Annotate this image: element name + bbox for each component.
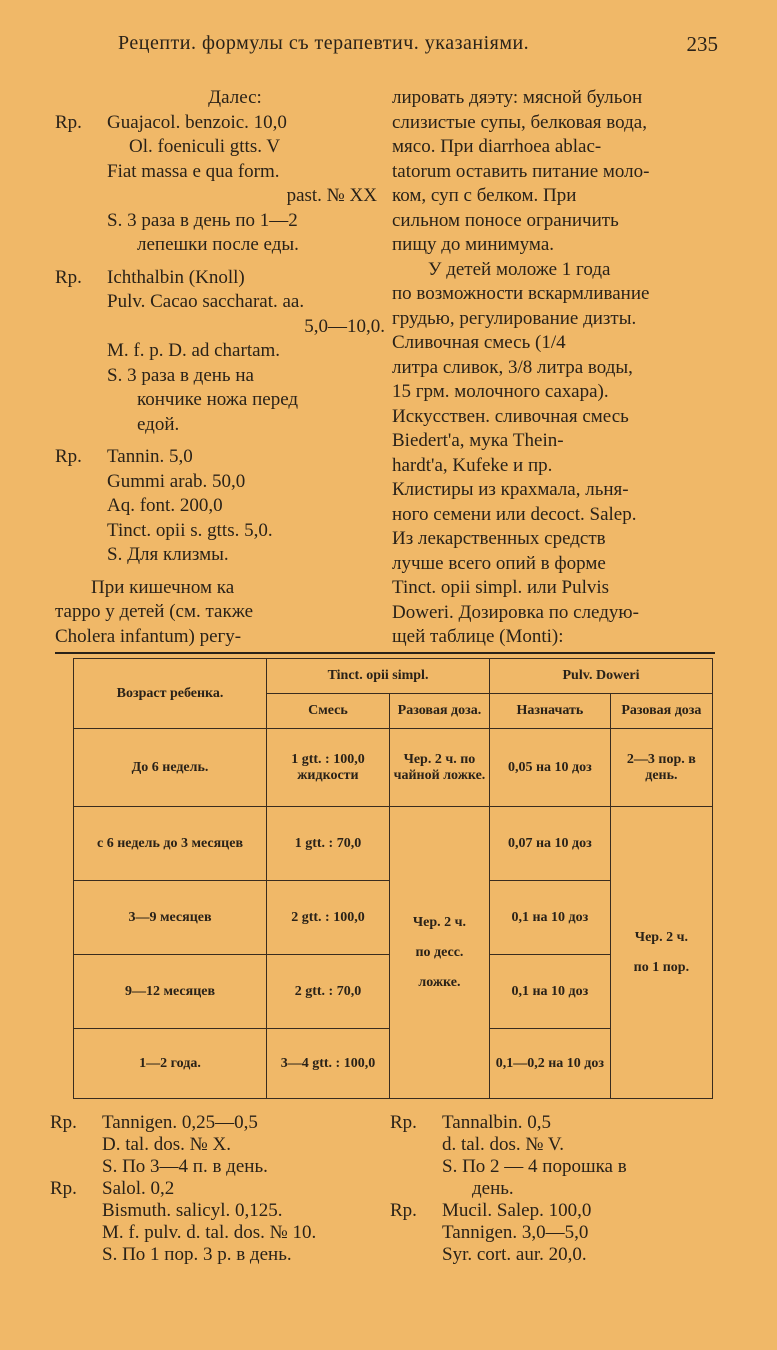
header-tinct: Tinct. opii simpl.: [267, 659, 490, 694]
header-assign: Назначать: [490, 694, 611, 729]
cell-mix: 3—4 gtt. : 100,0: [267, 1029, 390, 1099]
text-line: Doweri. Дозировка по следую-: [392, 601, 639, 623]
text-line: hardt'a, Kufeke и пр.: [392, 454, 553, 476]
dalee-label: Далес:: [208, 87, 262, 108]
cell-mix: 1 gtt. : 100,0 жидкости: [267, 729, 390, 807]
cell-age: 9—12 месяцев: [74, 955, 267, 1029]
recipe-line: M. f. p. D. ad chartam.: [107, 340, 281, 361]
cell-dose1-merged: [389, 807, 489, 1099]
cell-assign: 0,05 на 10 доз: [490, 729, 611, 807]
cell-assign: 0,07 на 10 доз: [490, 807, 611, 881]
header-mix: Смесь: [267, 694, 390, 729]
cell-mix: 2 gtt. : 100,0: [267, 881, 390, 955]
text-line: мясо. При diarrhoea ablac-: [392, 136, 602, 157]
rp-label: Rp.: [55, 111, 82, 133]
bottom-left-recipes: [50, 1112, 390, 1266]
recipe-line: Tannin. 5,0: [107, 446, 193, 467]
recipe-line: D. tal. dos. № X.: [102, 1134, 231, 1155]
recipe-line: кончике ножа перед: [137, 389, 299, 410]
table-row: [74, 729, 713, 807]
text-line: сильном поносе ограничить: [392, 209, 619, 231]
rp-label: Rp.: [55, 446, 82, 467]
rp-label: Rp.: [50, 1178, 77, 1199]
text-line: по возможности вскармливание: [392, 283, 650, 304]
recipe-line: едой.: [137, 413, 180, 435]
text-line: слизистые супы, белковая вода,: [392, 111, 647, 133]
merged-line: ложке.: [418, 974, 461, 990]
recipe-line: S. По 2 — 4 порошка в: [442, 1156, 627, 1177]
recipe-line: Gummi arab. 50,0: [107, 470, 246, 492]
recipe-line: Syr. cort. aur. 20,0.: [442, 1244, 587, 1265]
bottom-right-recipes: [390, 1112, 730, 1266]
recipe-line: Tinct. opii s. gtts. 5,0.: [107, 519, 273, 541]
cell-mix: 1 gtt. : 70,0: [267, 807, 390, 881]
recipe-line: Fiat massa e qua form.: [107, 160, 280, 182]
recipe-line: Aq. font. 200,0: [107, 495, 223, 516]
text-line: Tinct. opii simpl. или Pulvis: [392, 577, 610, 598]
cell-dose2: 2—3 пор. в день.: [610, 729, 712, 807]
recipe-2: [55, 266, 385, 438]
text-line: грудью, регулирование дизты.: [392, 307, 637, 329]
text-line: ком, суп с белком. При: [392, 185, 577, 206]
text-line: tatorum оставить питание моло-: [392, 160, 650, 182]
recipe-line: Tannigen. 3,0—5,0: [442, 1222, 589, 1243]
recipe-1: [55, 111, 385, 258]
recipe-line: S. 3 раза в день по 1—2: [107, 209, 298, 231]
dosage-table-wrap: [55, 652, 715, 1099]
recipe-line: Mucil. Salep. 100,0: [442, 1200, 592, 1221]
text-line: Клистиры из крахмала, льня-: [392, 479, 629, 500]
cell-age: с 6 недель до 3 месяцев: [74, 807, 267, 881]
cell-dose2-merged: [610, 807, 712, 1099]
text-line: Из лекарственных средств: [392, 528, 606, 549]
text-line: У детей моложе 1 года: [428, 258, 611, 280]
rp-label: Rp.: [50, 1112, 77, 1133]
recipe-line: Pulv. Cacao saccharat. aa.: [107, 291, 305, 312]
text-line: лировать дяэту: мясной бульон: [392, 87, 643, 108]
text-line: Искусствен. сливочная смесь: [392, 405, 629, 427]
header-age: Возраст ребенка.: [74, 659, 267, 729]
text-line: лучше всего опий в форме: [392, 552, 606, 574]
rp-label: Rp.: [55, 266, 82, 288]
recipe-line: лепешки после еды.: [137, 234, 299, 255]
recipe-line: день.: [472, 1178, 514, 1199]
header-dose1: Разовая доза.: [389, 694, 489, 729]
recipe-line: Ichthalbin (Knoll): [107, 266, 245, 288]
right-column: [392, 86, 722, 650]
text-line: литра сливок, 3/8 литра воды,: [392, 356, 633, 378]
para-line: При кишечном ка: [91, 576, 235, 598]
recipe-6: [390, 1112, 730, 1200]
rp-label: Rp.: [390, 1112, 417, 1133]
rp-label: Rp.: [390, 1200, 417, 1221]
cell-mix: 2 gtt. : 70,0: [267, 955, 390, 1029]
recipe-line: S. Для клизмы.: [107, 544, 229, 565]
recipe-line: Tannigen. 0,25—0,5: [102, 1112, 258, 1133]
recipe-line: 5,0—10,0.: [304, 315, 385, 337]
text-line: пищу до минимума.: [392, 234, 555, 255]
cell-assign: 0,1 на 10 доз: [490, 881, 611, 955]
page-number: 235: [686, 32, 718, 56]
cell-age: До 6 недель.: [74, 729, 267, 807]
table-top-rule: [55, 652, 715, 654]
recipe-line: S. По 3—4 п. в день.: [102, 1156, 268, 1177]
header-pulv: Pulv. Doweri: [490, 659, 713, 694]
recipe-line: Tannalbin. 0,5: [442, 1112, 551, 1133]
text-line: щей таблице (Monti):: [392, 626, 564, 647]
table-row: [74, 807, 713, 881]
recipe-line: S. 3 раза в день на: [107, 364, 254, 386]
cell-assign: 0,1 на 10 доз: [490, 955, 611, 1029]
recipe-line: d. tal. dos. № V.: [442, 1134, 564, 1155]
cell-assign: 0,1—0,2 на 10 доз: [490, 1029, 611, 1099]
cell-dose1: Чер. 2 ч. по чайной ложке.: [389, 729, 489, 807]
merged-line: по 1 пор.: [633, 959, 690, 975]
running-title: Рецепти. формулы съ терапевтич. указаніями.: [118, 32, 530, 54]
recipe-line: Guajacol. benzoic. 10,0: [107, 111, 287, 133]
cell-age: 3—9 месяцев: [74, 881, 267, 955]
recipe-7: [390, 1200, 730, 1266]
dosage-table: [73, 658, 713, 1099]
recipe-line: S. По 1 пор. 3 р. в день.: [102, 1244, 292, 1265]
text-line: Biedert'a, мука Thein-: [392, 430, 564, 451]
page-header: [118, 32, 718, 60]
recipe-line: past. № XX: [286, 185, 377, 206]
header-dose2: Разовая доза: [610, 694, 712, 729]
recipe-3: [55, 445, 385, 568]
text-line: Сливочная смесь (1/4: [392, 332, 566, 353]
recipe-line: Ol. foeniculi gtts. V: [129, 136, 281, 157]
recipe-4: [50, 1112, 390, 1178]
cell-age: 1—2 года.: [74, 1029, 267, 1099]
merged-line: по десс.: [415, 944, 464, 960]
recipe-5: [50, 1178, 390, 1266]
left-column: [55, 86, 385, 649]
text-line: 15 грм. молочного сахара).: [392, 381, 609, 402]
recipe-line: Salol. 0,2: [102, 1178, 175, 1199]
para-line: тарро у детей (см. также: [55, 601, 254, 622]
recipe-line: M. f. pulv. d. tal. dos. № 10.: [102, 1222, 317, 1243]
merged-line: Чер. 2 ч.: [634, 929, 688, 945]
recipe-line: Bismuth. salicyl. 0,125.: [102, 1200, 283, 1221]
merged-line: Чер. 2 ч.: [412, 914, 467, 930]
para-line: Cholera infantum) регу-: [55, 625, 242, 647]
text-line: ного семени или decoct. Salep.: [392, 503, 637, 525]
